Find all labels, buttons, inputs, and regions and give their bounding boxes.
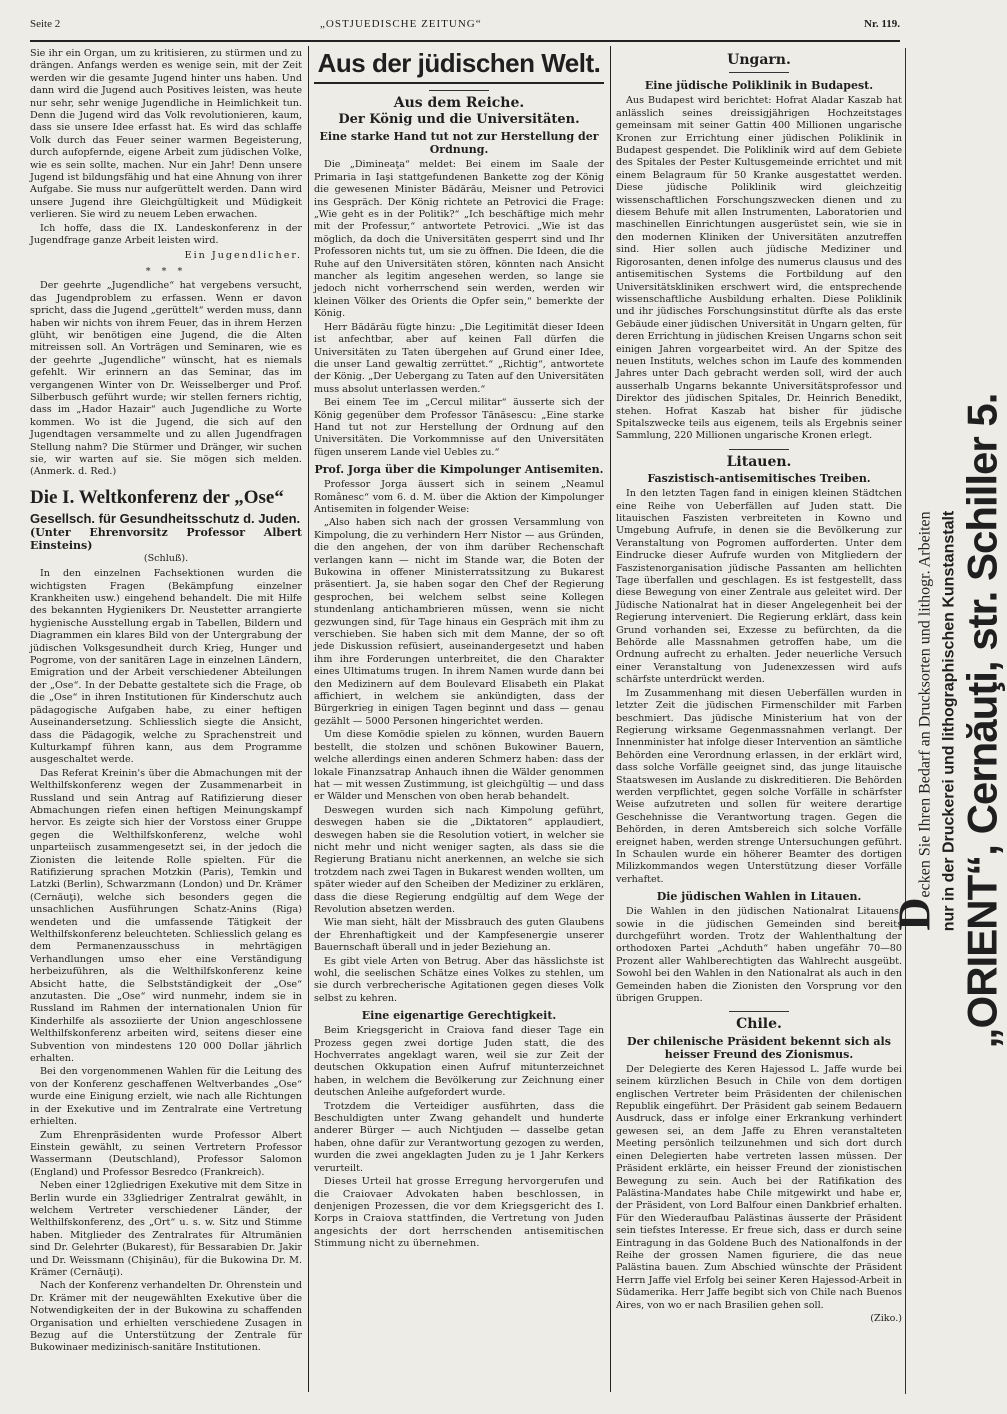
article-headline: Der König und die Universitäten. xyxy=(338,112,580,128)
newspaper-title: „OSTJUEDISCHE ZEITUNG“ xyxy=(320,18,482,30)
page-header xyxy=(30,18,900,40)
paragraph: Bei den vorgenommenen Wahlen für die Leitung des von der Konferenz geschaffenen Weltverbandes „Ose“ wurde eine Einigung erzielt, wie nach alle Richtungen in der Exekutive und im Zentralrate eine Vertretung erhielten. xyxy=(30,1066,302,1128)
article-headline: Eine jüdische Poliklinik in Budapest. xyxy=(644,79,874,93)
column-divider-1 xyxy=(308,46,309,1392)
paragraph: Deswegen wurden sich nach Kimpolung geführt, deswegen haben sie die „Diktatoren“ applaudiert, deswegen haben sie die Resolution votiert, in welcher sie nicht mehr und nicht weniger sagten, als dass sie die Regierung Bratianu nicht anerkennen, an welche sie sich trotzdem nach zwei Tagen in Bukarest wenden wollten, um später wieder auf den Scheiben der Mediziner zu erklären, dass die diese Regierung endgültig auf dem Wege der Revolution absetzen werden. xyxy=(314,804,604,915)
paragraph: Wie man sieht, hält der Missbrauch des guten Glaubens der Ehrenhaftigkeit und der Kampfesenergie unserer Bauernschaft überall und in jeder Beziehung an. xyxy=(314,917,604,954)
advertisement-text xyxy=(888,56,1007,1386)
article-headline: Faszistisch-antisemitisches Treiben. xyxy=(647,472,871,486)
paragraph: Zum Ehrenpräsidenten wurde Professor Albert Einstein gewählt, zu seinen Vertretern Professor Wassermann (Deutschland), Professor Salomon (England) und Professor Besredco (Frankreich). xyxy=(30,1129,302,1178)
article-headline: Die jüdischen Wahlen in Litauen. xyxy=(656,890,862,904)
paragraph: Dieses Urteil hat grosse Erregung hervorgerufen und die Craiovaer Advokaten haben beschlossen, in denjenigen Prozessen, die vor dem Kriegsgericht des I. Korps in Craiova stattfinden, die Vertretung von Juden angesichts der dort herrschenden antisemitischen Stimmung nicht zu übernehmen. xyxy=(314,1176,604,1250)
column-2 xyxy=(314,48,604,1388)
section-title: Chile. xyxy=(736,1016,782,1033)
divider xyxy=(729,449,789,450)
ad-company: „ORIENT“, Cernăuţi, str. Schiller 5. xyxy=(958,393,1006,1049)
issue-number: Nr. 119. xyxy=(864,18,900,30)
paragraph: In den einzelnen Fachsektionen wurden die wichtigsten Fragen (Bekämpfung einzelner Krankheiten usw.) eingehend behandelt. Die mit Hilfe des bekannten Hygienikers Dr. Neustetter arrangierte hygienische Ausstellung ergab in Tabellen, Bildern und Diagrammen ein klares Bild von der Untergrabung der jüdischen Volksgesundheit durch Krieg, Hunger und Pogrome, von der sanitären Lage in einzelnen Ländern, Emigration und der Arbeit verschiedener Abteilungen der „Ose“. In der Debatte gestaltete sich die Frage, ob die „Ose“ in ihren Institutionen für Kinderschutz auch pädagogische Aufgaben habe, zu einer heftigen Auseinandersetzung. Schliesslich siegte die Ansicht, dass die Pädagogik, welche zu Sprachenstreit und Kulturkampf führen kann, aus dem Programme ausgeschaltet werde. xyxy=(30,568,302,766)
article-headline: Eine eigenartige Gerechtigkeit. xyxy=(361,1009,557,1023)
separator-stars: * * * xyxy=(145,265,187,277)
ad-line-2: nur in der Druckerei und lithographischen Kunstanstalt xyxy=(940,510,958,932)
paragraph: Der Delegierte des Keren Hajessod L. Jaffe wurde bei seinem kürzlichen Besuch in Chile von dem dortigen englischen Vertreter beim Präsidenten der chilenischen Republik eingeführt. Der Präsident gab seinem Bedauern Ausdruck, dass er infolge einer Erkrankung verhindert gewesen sei, an dem Jaffe zu Ehren veranstalteten Meeting persönlich teilzunehmen und sich dort durch einen Delegierten habe vertreten lassen müssen. Der Präsident erklärte, ein heisser Freund der zionistischen Bewegung zu sein. Auch bei der Ratifikation des Palästina-Mandates habe Chile mitgewirkt und habe er, der Präsident, von Lord Balfour einen Dankbrief erhalten. Für den Wiederaufbau Palästinas äusserte der Präsident sein tiefstes Interesse. Er freue sich, dass er durch seine Eintragung in das Goldene Buch des Nationalfonds in der Reihe der grossen Namen figuriere, die das neue Palästina bauen. Zum Abschied wünschte der Präsident Herrn Jaffe viel Erfolg bei seiner Keren Hajessod-Arbeit in Südamerika. Herr Jaffe begibt sich von Chile nach Buenos Aires, von wo er nach Brasilien gehen soll. xyxy=(616,1063,902,1311)
article-headline: Prof. Jorga über die Kimpolunger Antisemiten. xyxy=(314,463,604,477)
paragraph: Es gibt viele Arten von Betrug. Aber das hässlichste ist wohl, die seelischen Schätze eines Volkes zu stehlen, um sie durch verbrecherische Agitationen gegen dieses Volk selbst zu kehren. xyxy=(314,955,604,1004)
signature: Ein Jugendlicher. xyxy=(184,249,302,261)
paragraph: Bei einem Tee im „Cercul militar“ äusserte sich der König gegenüber dem Professor Tănăsescu: „Eine starke Hand tut not zur Herstellung der Ordnung auf den Universitäten. Die Vorkommnisse auf den Universitäten fügen unserem Lande viel Uebles zu.“ xyxy=(314,397,604,458)
paragraph: Neben einer 12gliedrigen Exekutive mit dem Sitze in Berlin wurde ein 33gliedriger Zentralrat gewählt, in welchem Vertreter verschiedener Länder, der Welthilfskonferenz, des „Ort“ u. s. w. Sitz und Stimme haben. Mitglieder des Zentralrates für Altrumänien sind Dr. Gelehrter (Bukarest), für Bessarabien Dr. Jakir und Dr. Weissmann (Chişinău), für die Bukowina Dr. M. Krämer (Cernăuţi). xyxy=(30,1180,302,1278)
paragraph: Das Referat Kreinin's über die Abmachungen mit der Welthilfskonferenz wegen der Zusammenarbeit in Russland und sein Antrag auf Ratifizierung dieser Abmachungen riefen einen heftigen Meinungskampf hervor. Es zeigte sich hier der Vorstoss einer Gruppe gegen die Welthilfskonferenz, welche wohl unparteiisch zusammengesetzt sei, in der jedoch die Zionisten die leitende Rolle spielten. Für die Ratifizierung sprachen Motzkin (Paris), Temkin und Latzki (Berlin), Schwarzmann (London) und Dr. Krämer (Cernăuţi), welche sich besonders gegen die unsachlichen Ausführungen Schatz-Anins (Riga) wendeten und die umfassende Tätigkeit der Welthilfskonferenz beleuchteten. Schliesslich gelang es dem Permanenzausschuss in mehrtägigen Verhandlungen umso eher eine Verständigung herbeizuführen, als die Welthilfskonferenz keine Absicht hatte, die Selbstständigkeit der „Ose“ anzutasten. Die „Ose“ wird nunmehr, indem sie in Russland im Rahmen der internationalen Union für Kinderhilfe als assoziierte der Union angeschlossene Welthilfskonferenz arbeiten wird, seitens dieser eine Subvention von mindestens 120 000 Dollar jährlich erhalten. xyxy=(30,767,302,1065)
paragraph: Um diese Komödie spielen zu können, wurden Bauern bestellt, die stolzen und schönen Bukowiner Bauern, welche allerdings einen anderen Schmerz haben: dass der lokale Finanzsatrap Anhauch ihnen die Wälder genommen hat — mit wessen Zustimmung, ist gleichgültig — und dass er Wälder und Menschen von oben herab behandelt. xyxy=(314,729,604,803)
article-subheadline: Gesellsch. für Gesundheitsschutz d. Juden. xyxy=(30,510,301,526)
section-title: Aus dem Reiche. xyxy=(393,95,525,111)
article-note: (Schluß). xyxy=(143,552,189,564)
paragraph: Sie ihr ein Organ, um zu kritisieren, zu stürmen und zu drängen. Anfangs werden es wenige sein, mit der Zeit werden wir die gesamte Jugend hinter uns haben. Und dann wird die Jugend auch Positives leisten, was heute nur sehr, sehr wenige Jugendliche in Heimlichkeit tun. Denn die Jugend wird das Volk revolutionieren, kaum, dass sie unsere Idee erfasst hat. Es wird das schlaffe Volk durch das Feuer seiner warmen Begeisterung, durch aufopfernde, eigene Arbeit zum jüdischen Volke, wie es sein sollte, machen. Nur ein Jahr! Denn unsere Jugend ist bildungsfähig und hat eine Ahnung von ihrer Aufgabe. Sie muss nur aufgerüttelt werden. Dann wird unsere Jugend ihre Gleichgültigkeit und Müdigkeit verlieren. Sie wird zu neuem Leben erwachen. xyxy=(30,48,302,221)
column-3 xyxy=(616,48,902,1388)
ad-initial: D xyxy=(888,897,940,931)
paragraph: Herr Bădărău fügte hinzu: „Die Legitimität dieser Ideen ist anfechtbar, aber auf keinen Fall dürfen die Universitäten zu Taten übergehen auf Grund einer Idee, die unser Land gewaltig zerrüttet.“ „Richtig“, antwortete der König. „Der Uebergang zu Taten auf den Universitäten muss absolut unterlassen werden.“ xyxy=(314,321,604,395)
article-headline: Die I. Weltkonferenz der „Ose“ xyxy=(30,486,284,508)
column-divider-2 xyxy=(610,46,611,1392)
paragraph: Beim Kriegsgericht in Craiova fand dieser Tage ein Prozess gegen zwei dortige Juden statt, die des Hochverrates angeklagt waren, weil sie zur Zeit der deutschen Okkupation einen Aufruf mitunterzeichnet haben, in welchem die Bevölkerung zur Zeichnung einer deutschen Anleihe aufgefordert wurde. xyxy=(314,1025,604,1099)
article-headline: Der chilenische Präsident bekennt sich als heisser Freund des Zionismus. xyxy=(627,1034,891,1061)
page-number: Seite 2 xyxy=(30,18,61,30)
paragraph: Aus Budapest wird berichtet: Hofrat Aladar Kaszab hat anlässlich seines dreissigjährigen Hochzeitstages gemeinsam mit seiner Gattin 400 Millionen ungarische Kronen zur Errichtung einer jüdischen Poliklinik in Budapest gespendet. Die Poliklinik wird auf dem Gebiete des Spitales der Pester Kultusgemeinde errichtet und mit einem Belagraum für 50 Kranke ausgestattet werden. Diese jüdische Poliklinik wird gleichzeitig wissenschaftlichen Forschungszwecken dienen und zu diesem Behufe mit allen Instrumenten, Laboratorien und maschinellen Einrichtungen ausgerüstet sein, wie sie in den modernen Kliniken der Universitäten anzutreffen sind. Hier sollen auch jüdische Mediziner und Rigorosanten, denen infolge des numerus clausus und des antisemitischen Systems die Fortbildung auf den Universitätskliniken erschwert wird, die entsprechende wissenschaftliche Ausbildung erhalten. Diese Poliklinik und ihr jüdisches Forschungsinstitut dürfte als das erste Gebäude einer jüdischen Universität in Ungarn gelten, für deren Errichtung in jüdischen Kreisen Ungarns schon seit einigen Jahren vorgearbeitet wird. An der Spitze des neuen Instituts, welches schon im Laufe des kommenden Jahres unter Dach gebracht werden soll, wird der auch ausserhalb Ungarns bekannte Universitätsprofessor und Direktor des jüdischen Spitales, Dr. Heinrich Benedikt, stehen. Hofrat Kaszab hat bisher für jüdische Spitalszwecke teils aus eigenem, teils als Ergebnis seiner Sammlung, 220 Millionen ungarische Kronen erlegt. xyxy=(616,95,902,442)
vertical-advertisement xyxy=(888,48,1006,1394)
paragraph: Die „Dimineaţa“ meldet: Bei einem im Saale der Primaria in Iaşi stattgefundenen Bankette zog der König die gewesenen Minister Bădărău, Meisner und Petrovici ins Gespräch. Der König richtete an Petrovici die Frage: „Wie geht es in der Politik?“ „Ich beschäftige mich mehr mit der Professur,“ antwortete Petrovici. „Wie ist das möglich, da doch die Universitäten gesperrt sind und Ihr Professoren nichts tut, um sie zu öffnen. Die Ideen, die die Ruhe auf den Universitäten stören, könnten nach Ansicht mancher als legitim angesehen werden, so lange sie jedoch nicht vorherrschend sein werden, werden wir kleinen Völker des Orients die Opfer sein,“ bemerkte der König. xyxy=(314,159,604,320)
divider xyxy=(729,72,789,73)
paragraph: „Also haben sich nach der grossen Versammlung von Kimpolung, die zu verhindern Herr Nistor — aus Gründen, die den angehen, der von ihm darüber Rechenschaft verlangen kann — nicht im Stande war, die Boten der Bukowina in offener Ministerratssitzung zu Bukarest präsentiert. Ja, sie haben sogar den Chef der Regierung gesprochen, bei welchem selbst seine Kollegen stundenlang antichambrieren müssen, wenn sie nicht gezwungen sind, für Tage hinaus ein Gespräch mit ihm zu verschieben. Sie haben sich mit dem Manne, der so oft jede Diskussion refüsiert, auseinandergesetzt und haben ihm ihre Forderungen unterbreitet, die den Charakter eines Ultimatums trugen. In ihrem Namen wurde dann bei den Medizinern auf dem Boulevard Elisabeth ein Plakat affichiert, in welchem sie ankündigten, dass der Bürgerkrieg in einigen Tagen beginnt und dass — genau gezählt — 5000 Personen hingerichtet werden. xyxy=(314,517,604,727)
paragraph: Trotzdem die Verteidiger ausführten, dass die Beschuldigten unter Zwang gehandelt und hunderte anderer Bürger — auch Nichtjuden — dasselbe getan haben, ohne dafür zur Verantwortung gezogen zu werden, wurden die zwei angeklagten Juden zu je 1 Jahr Kerkers verurteilt. xyxy=(314,1100,604,1174)
section-title: Litauen. xyxy=(726,453,792,470)
header-rule xyxy=(30,40,900,42)
paragraph: Nach der Konferenz verhandelten Dr. Ohrenstein und Dr. Krämer mit der neugewählten Exekutive über die Notwendigkeiten der in der Bukowina zu schaffenden Organisation und erhielten verschiedene Zusagen in Bezug auf die Unterstützung der Zentrale für Bukowinaer medizinisch-sanitäre Institutionen. xyxy=(30,1280,302,1354)
paragraph: Die Wahlen in den jüdischen Nationalrat Litauens, sowie in die jüdischen Gemeinden sind bereits durchgeführt worden. Trotz der Wahlenthaltung der orthodoxen Partei „Achduth“ haben ungefähr 70—80 Prozent aller Wahlberechtigten das Wahlrecht ausgeübt. Sowohl bei den Wahlen in den Nationalrat als auch in den Gemeinden haben die Zionisten den Vorsprung vor den übrigen Gruppen. xyxy=(616,906,902,1005)
divider xyxy=(429,90,489,91)
article-subheadline: Eine starke Hand tut not zur Herstellung der Ordnung. xyxy=(319,130,599,157)
article-subheadline: (Unter Ehrenvorsitz Professor Albert Einsteins) xyxy=(30,525,302,552)
section-masthead: Aus der jüdischen Welt. xyxy=(314,48,604,84)
column-1 xyxy=(30,48,302,1388)
paragraph: In den letzten Tagen fand in einigen kleinen Städtchen eine Reihe von Ueberfällen auf Juden statt. Die litauischen Faszisten verbreiteten in Kowno und Umgebung Aufrufe, in denen sie die Bevölkerung zur Veranstaltung von Pogromen aufforderten. Unter dem Eindrucke dieser Aufrufe wurden von Mitgliedern der Faszistenorganisation jüdische Passanten am hellichten Tage überfallen und geschlagen. Es ist festgestellt, dass diese Bewegung von einer Zentrale aus geleitet wird. Der Jüdische Nationalrat hat in dieser Angelegenheit bei der Regierung interveniert. Die Regierung erklärt, dass kein Grund vorhanden sei, Exzesse zu befürchten, da die Behörde alle Massnahmen getroffen habe, um die Ordnung aufrecht zu erhalten. Jeder neuerliche Versuch einer Veranstaltung von Judenexzessen wird aufs schärfste unterdrückt werden. xyxy=(616,488,902,686)
paragraph: Der geehrte „Jugendliche“ hat vergebens versucht, das Jugendproblem zu erfassen. Wenn er davon spricht, dass die Jugend „gerüttelt“ werden muss, dann haben wir nichts von ihrem Feuer, das in ihrem Herzen glüht, wir benötigen eine Jugend, die die Alten mitreissen soll. An Vorträgen und Seminaren, wie es der geehrte „Jugendliche“ wünscht, hat es niemals gefehlt. Wir erinnern an das Seminar, das im vergangenen Winter von Dr. Weisselberger und Prof. Silberbusch geführt wurde; wir stellen ferners richtig, dass im „Hador Hazair“ auch Jugendliche zu Worte kommen. Wo ist die Jugend, die sich auf den Jugendtagen versammelte und zu allen Jugendfragen Stellung nahm? Die Stürmer und Dränger, wir suchen sie, wir warten auf sie. Sie mögen sich melden. (Anmerk. d. Red.) xyxy=(30,280,302,478)
paragraph: Im Zusammenhang mit diesen Ueberfällen wurden in letzter Zeit die jüdischen Firmenschilder mit Farben beschmiert. Das jüdische Ministerium hat von der Regierung wirksame Gegenmassnahmen verlangt. Der Innenminister hat infolge dieser Intervention an sämtliche Behörden eine Verordnung erlassen, in der erklärt wird, dass solche Vorfälle geeignet sind, das junge litauische Staatswesen im Auslande zu diskreditieren. Die Behörden werden verpflichtet, gegen solche Vorfälle in schärfster Weise aufzutreten und sollen für weitere derartige Geschehnisse die Verantwortung tragen. Gegen die Behörden, in deren Amtsbereich sich solche Vorfälle ereignet haben, werden strenge Untersuchungen geführt. In Schaulen wurde ein höherer Beamter des dortigen Milizkommandos wegen Unterstützung dieser Vorfälle verhaftet. xyxy=(616,687,902,885)
ad-line-1: ecken Sie Ihren Bedarf an Drucksorten und lithogr. Arbeiten xyxy=(916,511,934,898)
divider xyxy=(729,1011,789,1012)
paragraph: Ich hoffe, dass die IX. Landeskonferenz in der Jugendfrage ganze Arbeit leisten wird. xyxy=(30,222,302,247)
section-title: Ungarn. xyxy=(727,52,791,68)
paragraph: Professor Jorga äussert sich in seinem „Neamul Românesc“ vom 6. d. M. über die Aktion der Kimpolunger Antisemiten in folgender Weise: xyxy=(314,479,604,515)
signature: (Ziko.) xyxy=(870,1312,902,1324)
